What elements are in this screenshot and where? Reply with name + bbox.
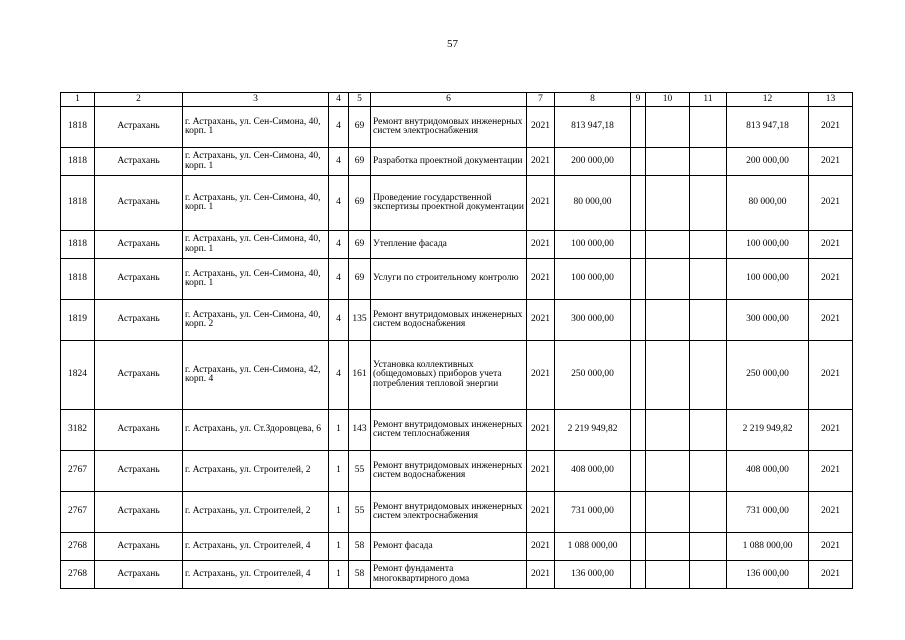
cell-col-6: Проведение государственной экспертизы проектной документации: [371, 176, 527, 231]
cell-col-12: 100 000,00: [727, 231, 809, 259]
column-header: 6: [371, 93, 527, 107]
cell-col-13: 2021: [809, 176, 853, 231]
cell-col-9: [631, 259, 646, 300]
table-row: [61, 410, 853, 451]
cell-col-6: Ремонт внутридомовых инженерных систем электроснабжения: [371, 107, 527, 148]
cell-col-8: 200 000,00: [555, 148, 631, 176]
cell-col-4: 4: [329, 107, 349, 148]
cell-col-10: [646, 410, 690, 451]
cell-col-11: [690, 259, 727, 300]
cell-col-4: 1: [329, 492, 349, 533]
cell-col-10: [646, 300, 690, 341]
cell-col-4: 4: [329, 231, 349, 259]
table-row: [61, 176, 853, 231]
cell-col-1: 1824: [61, 341, 95, 410]
cell-col-10: [646, 492, 690, 533]
cell-col-8: 2 219 949,82: [555, 410, 631, 451]
cell-col-9: [631, 341, 646, 410]
table-body: [61, 107, 853, 589]
cell-col-3: г. Астрахань, ул. Сен-Симона, 40, корп. 1: [183, 231, 329, 259]
column-header: 2: [95, 93, 183, 107]
cell-col-12: 80 000,00: [727, 176, 809, 231]
column-header: 9: [631, 93, 646, 107]
table-row: [61, 561, 853, 589]
cell-col-11: [690, 341, 727, 410]
cell-col-10: [646, 451, 690, 492]
cell-col-12: 813 947,18: [727, 107, 809, 148]
table-row: [61, 300, 853, 341]
cell-col-6: Утепление фасада: [371, 231, 527, 259]
cell-col-3: г. Астрахань, ул. Строителей, 4: [183, 533, 329, 561]
cell-col-2: Астрахань: [95, 231, 183, 259]
cell-col-5: 69: [349, 176, 371, 231]
cell-col-3: г. Астрахань, ул. Сен-Симона, 40, корп. 1: [183, 148, 329, 176]
column-header: 4: [329, 93, 349, 107]
cell-col-7: 2021: [527, 259, 555, 300]
cell-col-12: 1 088 000,00: [727, 533, 809, 561]
cell-col-6: Услуги по строительному контролю: [371, 259, 527, 300]
cell-col-2: Астрахань: [95, 259, 183, 300]
cell-col-11: [690, 107, 727, 148]
cell-col-8: 731 000,00: [555, 492, 631, 533]
cell-col-12: 250 000,00: [727, 341, 809, 410]
column-header: 10: [646, 93, 690, 107]
cell-col-1: 2768: [61, 533, 95, 561]
header-row: [61, 93, 853, 107]
cell-col-7: 2021: [527, 231, 555, 259]
cell-col-12: 408 000,00: [727, 451, 809, 492]
cell-col-5: 161: [349, 341, 371, 410]
cell-col-7: 2021: [527, 492, 555, 533]
cell-col-8: 80 000,00: [555, 176, 631, 231]
cell-col-2: Астрахань: [95, 533, 183, 561]
cell-col-9: [631, 148, 646, 176]
cell-col-11: [690, 176, 727, 231]
cell-col-5: 69: [349, 107, 371, 148]
cell-col-6: Ремонт внутридомовых инженерных систем электроснабжения: [371, 492, 527, 533]
cell-col-2: Астрахань: [95, 148, 183, 176]
cell-col-7: 2021: [527, 533, 555, 561]
cell-col-6: Ремонт фасада: [371, 533, 527, 561]
cell-col-1: 2767: [61, 451, 95, 492]
cell-col-1: 1818: [61, 259, 95, 300]
cell-col-4: 1: [329, 561, 349, 589]
table-row: [61, 107, 853, 148]
cell-col-3: г. Астрахань, ул. Строителей, 2: [183, 451, 329, 492]
page-number: 57: [447, 38, 458, 50]
cell-col-2: Астрахань: [95, 561, 183, 589]
cell-col-3: г. Астрахань, ул. Строителей, 4: [183, 561, 329, 589]
column-header: 8: [555, 93, 631, 107]
cell-col-13: 2021: [809, 259, 853, 300]
cell-col-10: [646, 259, 690, 300]
column-header: 5: [349, 93, 371, 107]
table-row: [61, 492, 853, 533]
cell-col-3: г. Астрахань, ул. Строителей, 2: [183, 492, 329, 533]
cell-col-7: 2021: [527, 561, 555, 589]
cell-col-10: [646, 107, 690, 148]
cell-col-5: 58: [349, 561, 371, 589]
cell-col-9: [631, 492, 646, 533]
cell-col-1: 1818: [61, 107, 95, 148]
cell-col-10: [646, 176, 690, 231]
cell-col-13: 2021: [809, 107, 853, 148]
cell-col-12: 2 219 949,82: [727, 410, 809, 451]
cell-col-2: Астрахань: [95, 300, 183, 341]
cell-col-5: 55: [349, 492, 371, 533]
cell-col-9: [631, 300, 646, 341]
cell-col-5: 69: [349, 259, 371, 300]
table-row: [61, 533, 853, 561]
cell-col-11: [690, 231, 727, 259]
cell-col-6: Установка коллективных (общедомовых) приборов учета потребления тепловой энергии: [371, 341, 527, 410]
cell-col-1: 1818: [61, 231, 95, 259]
cell-col-3: г. Астрахань, ул. Сен-Симона, 40, корп. 2: [183, 300, 329, 341]
cell-col-7: 2021: [527, 300, 555, 341]
cell-col-5: 143: [349, 410, 371, 451]
cell-col-8: 1 088 000,00: [555, 533, 631, 561]
table-row: [61, 259, 853, 300]
cell-col-13: 2021: [809, 231, 853, 259]
cell-col-10: [646, 561, 690, 589]
column-header: 1: [61, 93, 95, 107]
cell-col-9: [631, 176, 646, 231]
cell-col-1: 2768: [61, 561, 95, 589]
cell-col-2: Астрахань: [95, 492, 183, 533]
cell-col-1: 2767: [61, 492, 95, 533]
cell-col-9: [631, 533, 646, 561]
cell-col-13: 2021: [809, 533, 853, 561]
cell-col-12: 300 000,00: [727, 300, 809, 341]
cell-col-3: г. Астрахань, ул. Сен-Симона, 40, корп. 1: [183, 107, 329, 148]
cell-col-13: 2021: [809, 561, 853, 589]
cell-col-3: г. Астрахань, ул. Сен-Симона, 40, корп. 1: [183, 259, 329, 300]
column-header: 13: [809, 93, 853, 107]
cell-col-10: [646, 231, 690, 259]
cell-col-2: Астрахань: [95, 107, 183, 148]
cell-col-11: [690, 561, 727, 589]
cell-col-4: 4: [329, 300, 349, 341]
cell-col-9: [631, 451, 646, 492]
cell-col-7: 2021: [527, 451, 555, 492]
cell-col-13: 2021: [809, 410, 853, 451]
cell-col-8: 300 000,00: [555, 300, 631, 341]
cell-col-11: [690, 492, 727, 533]
table-row: [61, 341, 853, 410]
cell-col-7: 2021: [527, 176, 555, 231]
cell-col-1: 1818: [61, 148, 95, 176]
cell-col-9: [631, 231, 646, 259]
cell-col-13: 2021: [809, 300, 853, 341]
cell-col-6: Разработка проектной документации: [371, 148, 527, 176]
cell-col-8: 813 947,18: [555, 107, 631, 148]
cell-col-6: Ремонт внутридомовых инженерных систем водоснабжения: [371, 300, 527, 341]
cell-col-8: 408 000,00: [555, 451, 631, 492]
cell-col-11: [690, 148, 727, 176]
cell-col-5: 135: [349, 300, 371, 341]
cell-col-13: 2021: [809, 451, 853, 492]
table-row: [61, 451, 853, 492]
cell-col-2: Астрахань: [95, 410, 183, 451]
cell-col-9: [631, 107, 646, 148]
cell-col-2: Астрахань: [95, 176, 183, 231]
cell-col-10: [646, 148, 690, 176]
cell-col-10: [646, 341, 690, 410]
cell-col-4: 4: [329, 148, 349, 176]
cell-col-11: [690, 533, 727, 561]
cell-col-12: 100 000,00: [727, 259, 809, 300]
cell-col-11: [690, 300, 727, 341]
cell-col-1: 1818: [61, 176, 95, 231]
column-header: 7: [527, 93, 555, 107]
cell-col-4: 4: [329, 176, 349, 231]
cell-col-8: 100 000,00: [555, 231, 631, 259]
cell-col-1: 1819: [61, 300, 95, 341]
cell-col-4: 4: [329, 341, 349, 410]
cell-col-8: 100 000,00: [555, 259, 631, 300]
cell-col-5: 58: [349, 533, 371, 561]
cell-col-7: 2021: [527, 341, 555, 410]
cell-col-12: 731 000,00: [727, 492, 809, 533]
cell-col-7: 2021: [527, 107, 555, 148]
cell-col-6: Ремонт внутридомовых инженерных систем теплоснабжения: [371, 410, 527, 451]
cell-col-7: 2021: [527, 148, 555, 176]
cell-col-13: 2021: [809, 148, 853, 176]
cell-col-5: 69: [349, 148, 371, 176]
cell-col-13: 2021: [809, 341, 853, 410]
cell-col-12: 136 000,00: [727, 561, 809, 589]
cell-col-4: 1: [329, 451, 349, 492]
cell-col-4: 1: [329, 410, 349, 451]
work-plan-table: [60, 92, 853, 589]
cell-col-13: 2021: [809, 492, 853, 533]
table-row: [61, 148, 853, 176]
cell-col-12: 200 000,00: [727, 148, 809, 176]
cell-col-10: [646, 533, 690, 561]
cell-col-6: Ремонт фундамента многоквартирного дома: [371, 561, 527, 589]
table-row: [61, 231, 853, 259]
column-header: 3: [183, 93, 329, 107]
cell-col-5: 69: [349, 231, 371, 259]
column-header: 11: [690, 93, 727, 107]
cell-col-3: г. Астрахань, ул. Сен-Симона, 40, корп. 1: [183, 176, 329, 231]
cell-col-5: 55: [349, 451, 371, 492]
cell-col-3: г. Астрахань, ул. Ст.Здоровцева, 6: [183, 410, 329, 451]
column-header: 12: [727, 93, 809, 107]
cell-col-11: [690, 451, 727, 492]
cell-col-11: [690, 410, 727, 451]
cell-col-8: 250 000,00: [555, 341, 631, 410]
cell-col-8: 136 000,00: [555, 561, 631, 589]
cell-col-1: 3182: [61, 410, 95, 451]
cell-col-3: г. Астрахань, ул. Сен-Симона, 42, корп. 4: [183, 341, 329, 410]
cell-col-2: Астрахань: [95, 341, 183, 410]
cell-col-9: [631, 410, 646, 451]
cell-col-9: [631, 561, 646, 589]
cell-col-6: Ремонт внутридомовых инженерных систем водоснабжения: [371, 451, 527, 492]
cell-col-2: Астрахань: [95, 451, 183, 492]
cell-col-4: 1: [329, 533, 349, 561]
cell-col-7: 2021: [527, 410, 555, 451]
cell-col-4: 4: [329, 259, 349, 300]
